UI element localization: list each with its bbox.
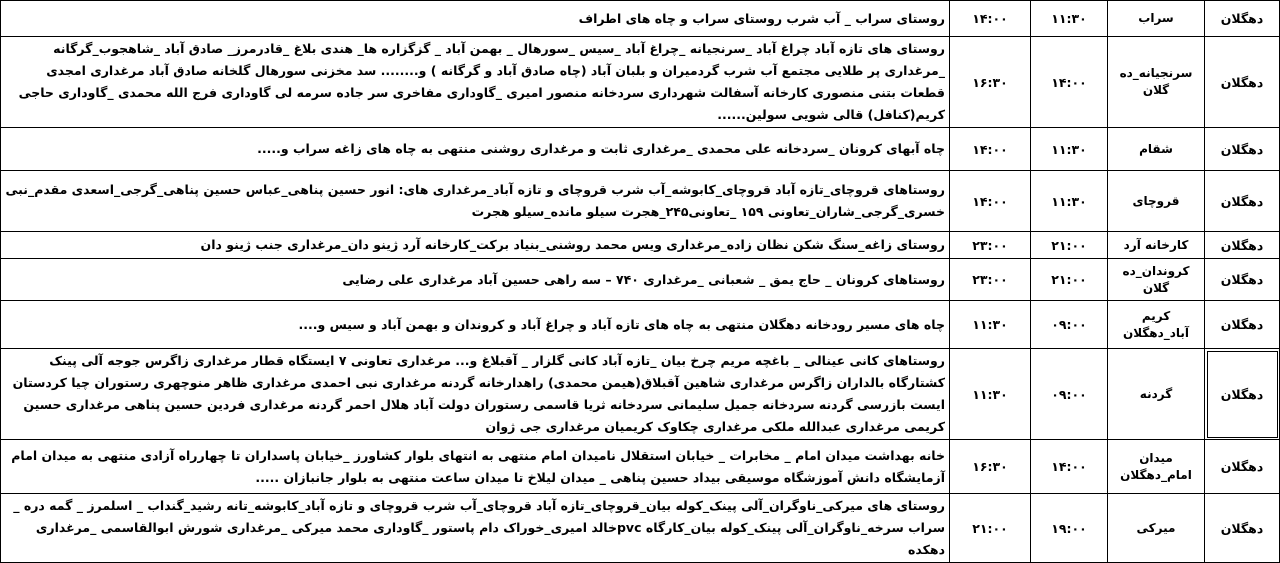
start-time-cell: ۱۹:۰۰ bbox=[1031, 494, 1108, 563]
area-cell: کریم آباد_دهگلان bbox=[1108, 301, 1205, 349]
affected-areas-cell: چاه آبهای کرونان _سردخانه علی محمدی _مرغداری ثابت و مرغداری روشنی منتهی به چاه های زاغه سراب و..... bbox=[1, 128, 950, 171]
city-cell: دهگلان bbox=[1205, 494, 1280, 563]
affected-areas-cell: چاه های مسیر رودخانه دهگلان منتهی به چاه های تازه آباد و چراغ آباد و کروندان و بهمن آباد و سیس و.... bbox=[1, 301, 950, 349]
area-cell: کروندان_ده گلان bbox=[1108, 259, 1205, 301]
table-row bbox=[1, 301, 1280, 349]
end-time-cell: ۱۱:۳۰ bbox=[950, 349, 1031, 440]
end-time-cell: ۱۶:۳۰ bbox=[950, 440, 1031, 494]
start-time-cell: ۰۹:۰۰ bbox=[1031, 349, 1108, 440]
city-cell: دهگلان bbox=[1205, 37, 1280, 128]
city-cell: دهگلان bbox=[1205, 1, 1280, 37]
city-cell: دهگلان bbox=[1205, 128, 1280, 171]
city-cell: دهگلان bbox=[1205, 259, 1280, 301]
city-cell: دهگلان bbox=[1205, 440, 1280, 494]
table-row bbox=[1, 259, 1280, 301]
start-time-cell: ۱۱:۳۰ bbox=[1031, 1, 1108, 37]
end-time-cell: ۲۱:۰۰ bbox=[950, 494, 1031, 563]
end-time-cell: ۱۴:۰۰ bbox=[950, 171, 1031, 232]
area-cell: قروچای bbox=[1108, 171, 1205, 232]
table-row bbox=[1, 37, 1280, 128]
table-row bbox=[1, 128, 1280, 171]
affected-areas-cell: روستاهای کرونان _ حاج یمق _ شعبانی _مرغداری ۷۴۰ – سه راهی حسین آباد مرغداری علی رضایی bbox=[1, 259, 950, 301]
start-time-cell: ۱۴:۰۰ bbox=[1031, 440, 1108, 494]
table-row bbox=[1, 171, 1280, 232]
start-time-cell: ۱۱:۳۰ bbox=[1031, 171, 1108, 232]
area-cell: شقام bbox=[1108, 128, 1205, 171]
table-body bbox=[1, 1, 1280, 563]
start-time-cell: ۲۱:۰۰ bbox=[1031, 259, 1108, 301]
start-time-cell: ۲۱:۰۰ bbox=[1031, 232, 1108, 259]
table-row bbox=[1, 349, 1280, 440]
city-cell: دهگلان bbox=[1205, 232, 1280, 259]
start-time-cell: ۱۱:۳۰ bbox=[1031, 128, 1108, 171]
end-time-cell: ۲۳:۰۰ bbox=[950, 259, 1031, 301]
affected-areas-cell: خانه بهداشت میدان امام _ مخابرات _ خیابان استقلال نامیدان امام منتهی به انتهای بلوار کشاورز _خیابان پاسداران تا چهارراه آزادی منتهی به میدان امام آزمایشگاه دانش آموزشگاه موسیقی بیداد حسین پناهی _ میدان لیلاخ تا میدان ساعت منتهی به بلوار جانبازان ..... bbox=[1, 440, 950, 494]
affected-areas-cell: روستای سراب _ آب شرب روستای سراب و چاه های اطراف bbox=[1, 1, 950, 37]
table-row bbox=[1, 1, 1280, 37]
end-time-cell: ۱۶:۳۰ bbox=[950, 37, 1031, 128]
city-cell: دهگلان bbox=[1205, 349, 1280, 440]
start-time-cell: ۱۴:۰۰ bbox=[1031, 37, 1108, 128]
end-time-cell: ۱۱:۳۰ bbox=[950, 301, 1031, 349]
affected-areas-cell: روستاهای کانی عینالی _ باغچه مریم چرخ بیان _تازه آباد کانی گلزار _ آقبلاغ و... مرغداری تعاونی ۷ ایستگاه قطار مرغداری زاگرس جوجه آلی پینک کشتارگاه بالداران زاگرس مرغداری شاهین آقبلاق(هیمن محمدی) راهدارخانه گردنه مرغداری نبی احمدی مرغداری ظاهر منوچهری رستوران چیا کردستان ایست بازرسی گردنه سردخانه جمیل سلیمانی سردخانه ثریا قاسمی رستوران دولت آباد هلال احمر گردنه مرغداری فردین حسین پناهی مرغداری حسین کریمی مرغداری عبدالله ملکی مرغداری چکاوک کریمیان مرغداری جی ژوان bbox=[1, 349, 950, 440]
area-cell: سراب bbox=[1108, 1, 1205, 37]
affected-areas-cell: روستاهای قروچای_تازه آباد قروچای_کابوشه_آب شرب قروچای و تازه آباد_مرغداری های: انور حسین پناهی_عباس حسین پناهی_گرجی_اسعدی مقدم_نبی خسری_گرجی_شاران_تعاونی ۱۵۹ _تعاونی۲۴۵_هجرت سیلو مانده_سیلو هجرت bbox=[1, 171, 950, 232]
area-cell: میرکی bbox=[1108, 494, 1205, 563]
affected-areas-cell: روستای زاغه_سنگ شکن نظان زاده_مرغداری ویس محمد روشنی_بنیاد برکت_کارخانه آرد ژینو دان_مرغداری جنب ژینو دان bbox=[1, 232, 950, 259]
area-cell: سرنجیانه_ده گلان bbox=[1108, 37, 1205, 128]
table-row bbox=[1, 232, 1280, 259]
table-row bbox=[1, 494, 1280, 563]
area-cell: میدان امام_دهگلان bbox=[1108, 440, 1205, 494]
city-cell: دهگلان bbox=[1205, 171, 1280, 232]
end-time-cell: ۱۴:۰۰ bbox=[950, 1, 1031, 37]
end-time-cell: ۱۴:۰۰ bbox=[950, 128, 1031, 171]
city-cell: دهگلان bbox=[1205, 301, 1280, 349]
affected-areas-cell: روستای های تازه آباد چراغ آباد _سرنجیانه _چراغ آباد _سیس _سورهال _ بهمن آباد _ گزگزاره ها_ هندی بلاغ _قادرمرز_ صادق آباد _شاهجوب_گرگانه _مرغداری پر طلایی مجتمع آب شرب گردمیران و بلبان آباد (چاه صادق آباد و گرگانه ) و........ سد مخزنی سورهال گلخانه صادق آباد مرغداری امجدی قطعات بتنی منصوری کارخانه آسفالت شهرداری سردخانه منصور امیری _گاوداری مفاخری سر جاده سرمه لی گاوداری فرج الله محمدی _گاوداری حاجی کریم(کنافل) قالی شویی سولین...... bbox=[1, 37, 950, 128]
table-row bbox=[1, 440, 1280, 494]
start-time-cell: ۰۹:۰۰ bbox=[1031, 301, 1108, 349]
end-time-cell: ۲۳:۰۰ bbox=[950, 232, 1031, 259]
affected-areas-cell: روستای های میرکی_ناوگران_آلی پینک_کوله بیان_قروچای_تازه آباد قروچای_آب شرب قروچای و تازه آباد_کابوشه_تانه رشید_گنداب _ اسلمرز _ گمه دره _ سراب سرخه_ناوگران_آلی پینک_کوله بیان_کارگاه pvcخالد امیری_خوراک دام پاستور _گاوداری محمد میرکی _مرغداری شورش ابوالقاسمی _مرغداری دهکده bbox=[1, 494, 950, 563]
area-cell: گردنه bbox=[1108, 349, 1205, 440]
area-cell: کارخانه آرد bbox=[1108, 232, 1205, 259]
